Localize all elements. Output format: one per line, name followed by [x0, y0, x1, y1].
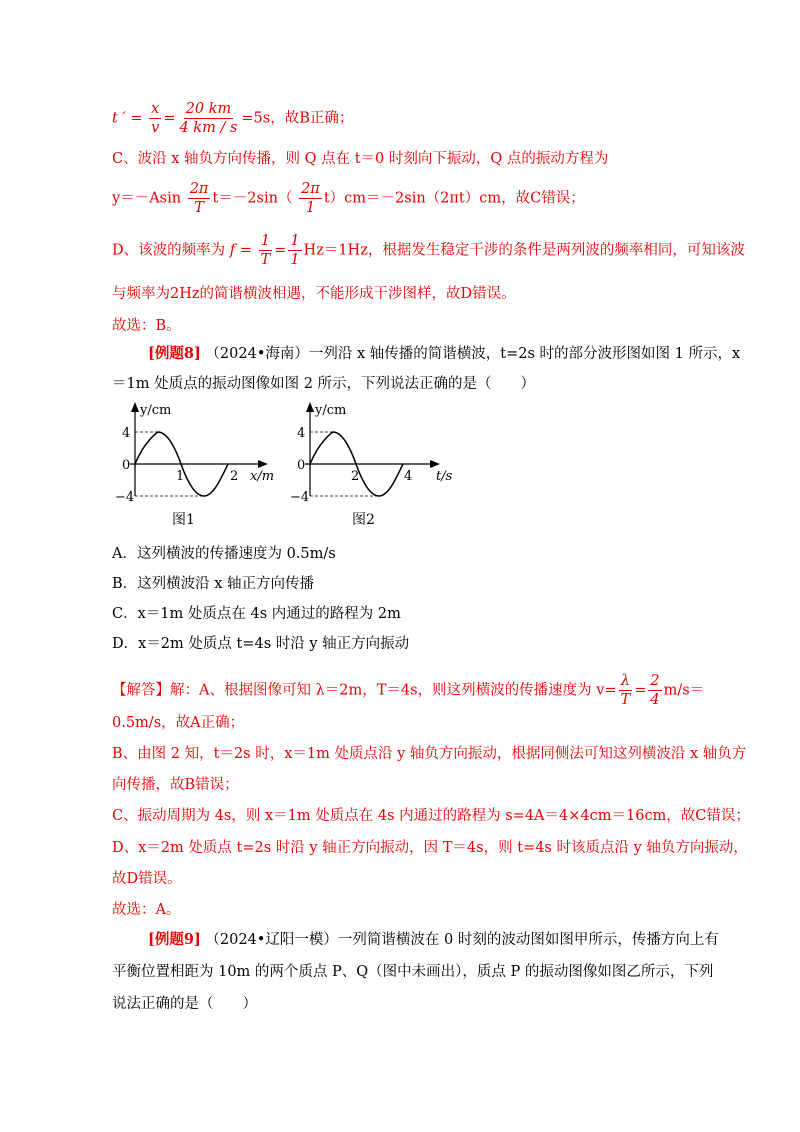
formula-prefix: t ′ = — [112, 110, 143, 127]
numerator: x — [151, 101, 160, 117]
numerator: 2π — [189, 181, 209, 197]
solution-line-d — [112, 232, 745, 269]
fig1-tick-y-neg: −4 — [115, 490, 135, 505]
answer-line-4: 向传播，故B错误； — [112, 777, 239, 793]
numerator: 2π — [301, 181, 320, 197]
fig2-xlabel: t/s — [436, 469, 453, 484]
example-label: [例题9] — [148, 931, 201, 948]
fraction-x-over-v — [149, 100, 161, 137]
text-segment: 解：A、根据图像可知 λ＝2m，T＝4s，则这列横波的传播速度为 v= — [170, 682, 617, 699]
numerator: 20 km — [185, 101, 232, 117]
example-8-line2: ＝1m 处质点的振动图像如图 2 所示，下列说法正确的是（ ） — [112, 376, 536, 392]
fraction-1-over-T — [258, 232, 272, 269]
fraction-2pi-over-T — [188, 180, 211, 217]
answer-choice-b: 故选：B。 — [112, 318, 181, 334]
fraction-distance-over-speed — [177, 100, 239, 137]
option-a: A．这列横波的传播速度为 0.5m/s — [112, 546, 336, 562]
text-segment: f = — [229, 242, 252, 259]
fig1-caption: 图1 — [172, 512, 195, 528]
example-8-header — [148, 344, 740, 364]
example-label: [例题8] — [148, 345, 201, 362]
fig2-tick-x1: 2 — [351, 469, 360, 484]
denominator: 1 — [290, 252, 300, 268]
denominator: 1 — [305, 200, 316, 216]
fig1-origin: 0 — [122, 458, 131, 473]
text-segment: = — [274, 242, 287, 259]
text-segment: y＝－Asin — [112, 190, 182, 207]
answer-choice-a: 故选：A。 — [112, 902, 181, 918]
option-c: C．x＝1m 处质点在 4s 内通过的路程为 2m — [112, 606, 401, 622]
denominator: v — [151, 120, 160, 136]
fig2-tick-y-neg: −4 — [290, 490, 310, 505]
formula-result: =5s，故B正确； — [241, 110, 354, 127]
answer-label: 【解答】 — [112, 682, 170, 699]
fig2-ylabel: y/cm — [315, 403, 347, 418]
example-9-line2: 平衡位置相距为 10m 的两个质点 P、Q（图中未画出），质点 P 的振动图像如图乙所示，下列 — [112, 964, 714, 980]
figures — [0, 400, 800, 540]
numerator: 1 — [260, 233, 270, 249]
example-text: （2024•辽阳一模）一列简谐横波在 0 时刻的波动图如图甲所示，传播方向上有 — [205, 932, 719, 948]
fig1-xlabel: x/m — [250, 469, 275, 484]
text-segment: = — [634, 682, 647, 699]
text-segment: t）cm＝－2sin（2πt）cm，故C错误； — [323, 190, 585, 207]
option-b: B．这列横波沿 x 轴正方向传播 — [112, 576, 315, 592]
fig1-tick-x2: 2 — [230, 469, 239, 484]
fig1-ylabel: y/cm — [140, 403, 172, 418]
answer-line-3: B、由图 2 知，t＝2s 时，x＝1m 处质点沿 y 轴负方向振动，根据同侧法可知这列横波沿 x 轴负方 — [112, 746, 747, 762]
fraction-1-over-1 — [288, 232, 301, 269]
solution-line-c-equation — [112, 180, 585, 217]
figure-1-wave-graph — [115, 402, 274, 528]
denominator: T — [194, 200, 204, 216]
fig1-tick-y-pos: 4 — [122, 426, 131, 441]
text-segment: D、该波的频率为 — [112, 242, 226, 259]
numerator: 2 — [650, 673, 660, 689]
answer-line-5: C、振动周期为 4s，则 x＝1m 处质点在 4s 内通过的路程为 s=4A＝4×4cm＝16cm，故C错误； — [112, 808, 750, 824]
text-segment: Hz＝1Hz，根据发生稳定干涉的条件是两列波的频率相同，可知该波 — [303, 242, 745, 259]
fig2-tick-y-pos: 4 — [297, 426, 306, 441]
solution-line-d-cont: 与频率为2Hz的简谐横波相遇，不能形成干涉图样，故D错误。 — [112, 286, 516, 302]
text-segment: m/s＝ — [663, 682, 705, 699]
fraction-2pi-over-1 — [299, 180, 322, 217]
fig2-caption: 图2 — [352, 512, 375, 528]
denominator: 4 — [650, 692, 660, 708]
answer-line-1 — [112, 672, 704, 709]
fig2-tick-x2: 4 — [404, 469, 413, 484]
numerator: 1 — [290, 233, 300, 249]
fig1-tick-x1: 1 — [176, 469, 185, 484]
denominator: 4 km / s — [179, 120, 238, 136]
fraction-2-over-4 — [648, 672, 661, 709]
solution-line-time: t ′ = $\frac{x}{v}$ = $\frac{20 km}{4 km / s}$ =5s，故B正确； — [112, 101, 354, 136]
denominator: T — [260, 252, 271, 268]
figure-2-vibration-graph — [290, 402, 453, 528]
answer-line-6: D、x＝2m 处质点 t=2s 时沿 y 轴正方向振动，因 T＝4s，则 t=4s 时该质点沿 y 轴负方向振动， — [112, 840, 748, 856]
text-segment: t＝－2sin（ — [212, 190, 293, 207]
answer-line-2: 0.5m/s，故A正确； — [112, 715, 245, 731]
solution-line-c: C、波沿 x 轴负方向传播，则 Q 点在 t＝0 时刻向下振动，Q 点的振动方程为 — [112, 151, 609, 167]
fig2-origin: 0 — [297, 458, 306, 473]
answer-line-7: 故D错误。 — [112, 871, 182, 887]
fraction-lambda-over-T — [619, 672, 633, 709]
example-9-header — [148, 930, 719, 950]
example-text: （2024•海南）一列沿 x 轴传播的简谐横波，t=2s 时的部分波形图如图 1 所示，x — [205, 346, 741, 362]
denominator: T — [620, 692, 631, 708]
option-d: D．x＝2m 处质点 t=4s 时沿 y 轴正方向振动 — [112, 636, 410, 652]
numerator: λ — [620, 673, 630, 689]
example-9-line3: 说法正确的是（ ） — [112, 996, 257, 1012]
